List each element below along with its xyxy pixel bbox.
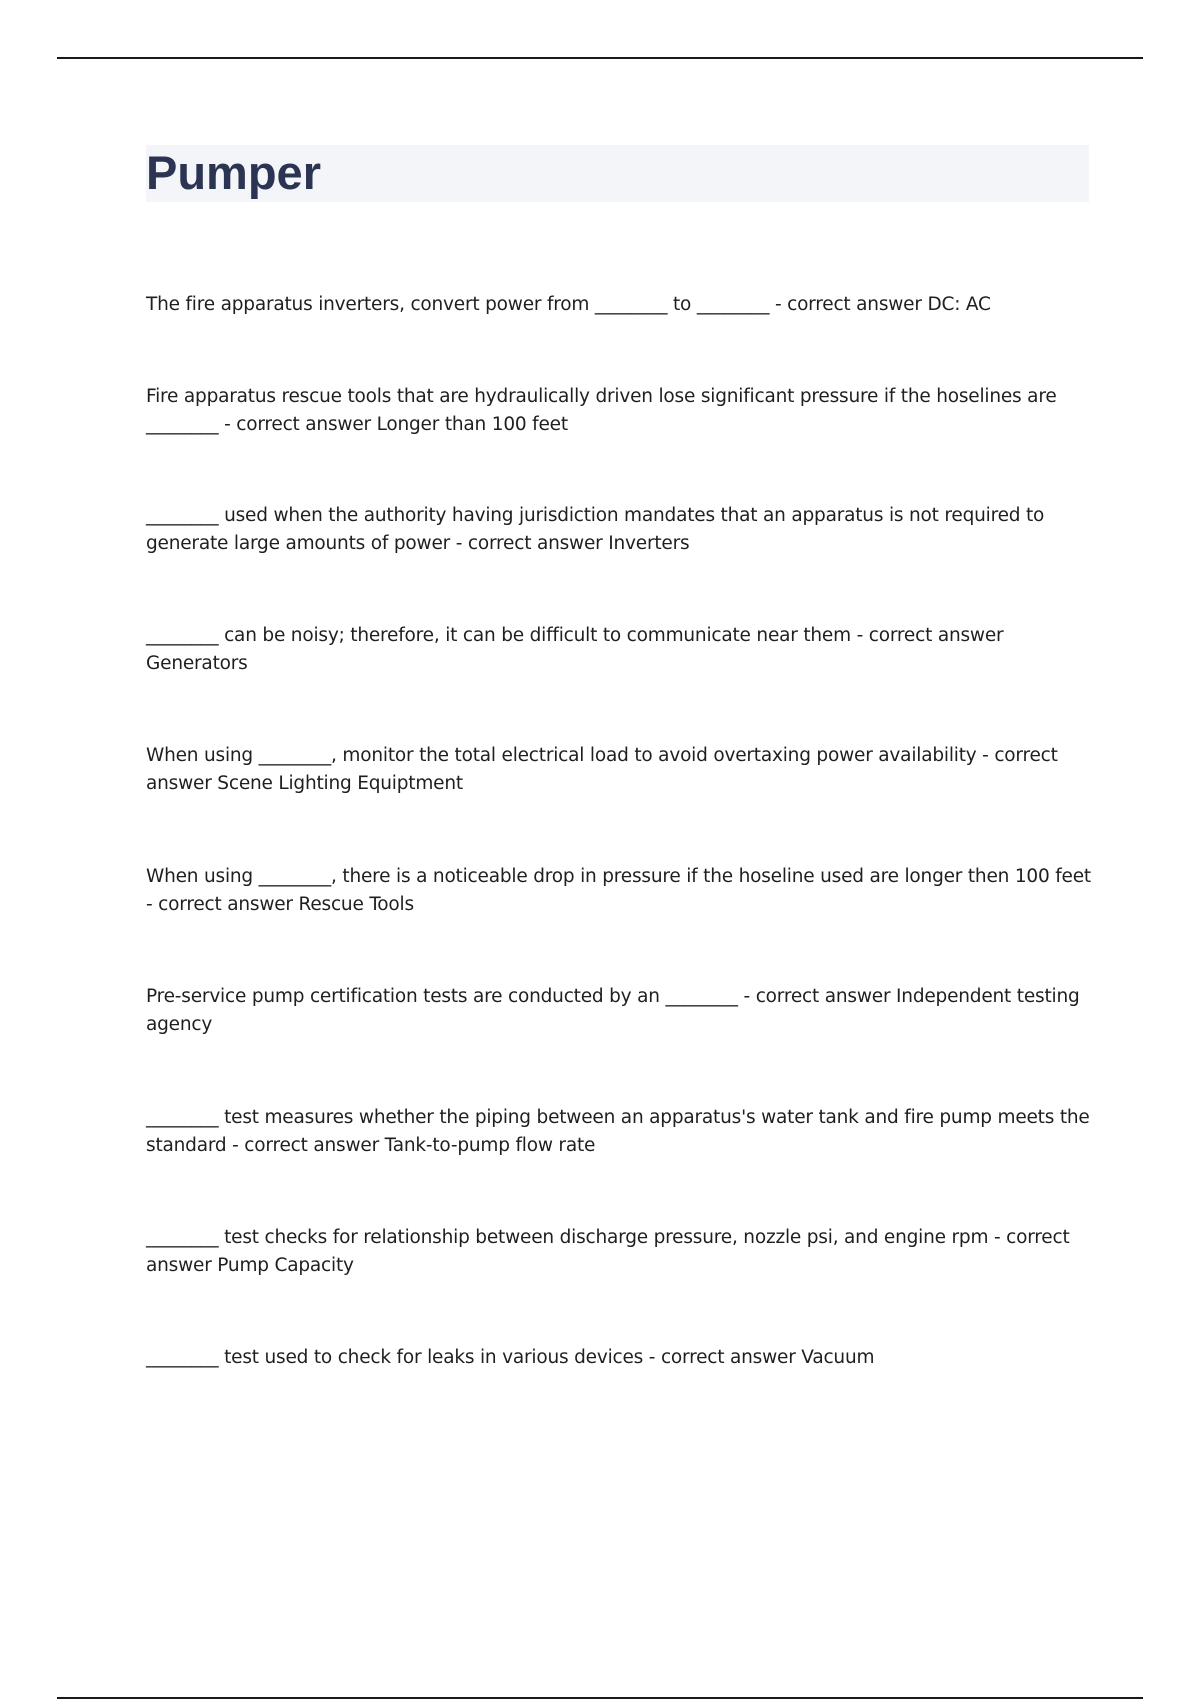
qa-item: ________ can be noisy; therefore, it can be difficult to communicate near them - correct answer Generators [146, 625, 1004, 674]
footer-rule [57, 1697, 1143, 1699]
qa-item: ________ test measures whether the piping between an apparatus's water tank and fire pump meets the standard - correct answer Tank-to-pump flow rate [146, 1107, 1090, 1156]
qa-item: When using ________, monitor the total electrical load to avoid overtaxing power availability - correct answer Scene Lighting Equiptment [146, 745, 1058, 794]
qa-item: ________ test used to check for leaks in various devices - correct answer Vacuum [146, 1347, 875, 1368]
header-rule [57, 57, 1143, 59]
document-title: Pumper [146, 146, 321, 199]
qa-item: Pre-service pump certification tests are conducted by an ________ - correct answer Independent testing agency [146, 986, 1080, 1035]
qa-item: When using ________, there is a noticeable drop in pressure if the hoseline used are longer then 100 feet - correct answer Rescue Tools [146, 866, 1091, 915]
qa-item: ________ test checks for relationship between discharge pressure, nozzle psi, and engine rpm - correct answer Pump Capacity [146, 1227, 1070, 1276]
qa-item: Fire apparatus rescue tools that are hydraulically driven lose significant pressure if the hoselines are ________ - correct answer Longer than 100 feet [146, 386, 1057, 435]
qa-item: ________ used when the authority having jurisdiction mandates that an apparatus is not required to generate large amounts of power - correct answer Inverters [146, 505, 1045, 554]
qa-item: The fire apparatus inverters, convert power from ________ to ________ - correct answer DC: AC [146, 294, 991, 315]
